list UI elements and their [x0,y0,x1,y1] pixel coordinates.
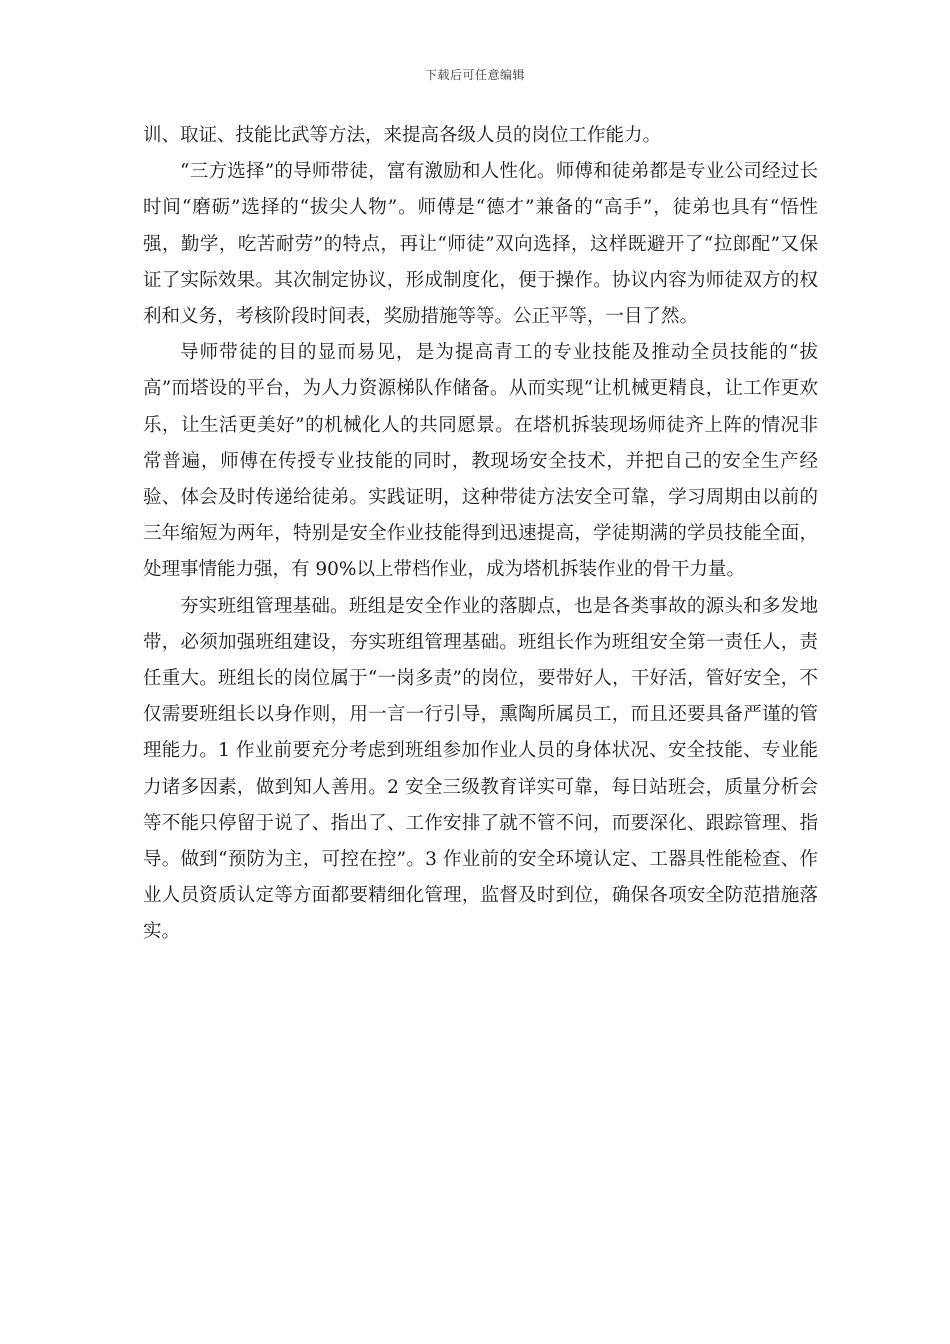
paragraph-3: 导师带徒的目的显而易见，是为提高青工的专业技能及推动全员技能的“拔高”而塔设的平台，为人力资源梯队作储备。从而实现“让机械更精良，让工作更欢乐，让生活更美好”的机械化人的共同愿景。在塔机拆装现场师徒齐上阵的情况非常普遍，师傅在传授专业技能的同时，教现场安全技术，并把自己的安全生产经验、体会及时传递给徒弟。实践证明，这种带徒方法安全可靠，学习周期由以前的三年缩短为两年，特别是安全作业技能得到迅速提高，学徒期满的学员技能全面，处理事情能力强，有 90%以上带档作业，成为塔机拆装作业的骨干力量。 [143,342,818,581]
paragraph-2: “三方选择”的导师带徒，富有激励和人性化。师傅和徒弟都是专业公司经过长时间“磨砺”选择的“拔尖人物”。师傅是“德才”兼备的“高手”，徒弟也具有“悟性强，勤学，吃苦耐劳”的特点，再让“师徒”双向选择，这样既避开了“拉郎配”又保证了实际效果。其次制定协议，形成制度化，便于操作。协议内容为师徒双方的权利和义务，考核阶段时间表，奖励措施等等。公正平等，一目了然。 [143,161,818,328]
document-body [143,118,818,951]
paragraph-1: 训、取证、技能比武等方法，来提高各级人员的岗位工作能力。 [143,125,662,146]
page-header: 下载后可任意编辑 [424,68,525,82]
paragraph-4: 夯实班组管理基础。班组是安全作业的落脚点，也是各类事故的源头和多发地带，必须加强班组建设，夯实班组管理基础。班组长作为班组安全第一责任人，责任重大。班组长的岗位属于“一岗多责”的岗位，要带好人，干好活，管好安全，不仅需要班组长以身作则，用一言一行引导，熏陶所属员工，而且还要具备严谨的管理能力。1 作业前要充分考虑到班组参加作业人员的身体状况、安全技能、专业能力诸多因素，做到知人善用。2 安全三级教育详实可靠，每日站班会，质量分析会等不能只停留于说了、指出了、工作安排了就不管不问，而要深化、跟踪管理、指导。做到“预防为主，可控在控”。3 作业前的安全环境认定、工器具性能检查、作业人员资质认定等方面都要精细化管理，监督及时到位，确保各项安全防范措施落实。 [143,595,818,943]
